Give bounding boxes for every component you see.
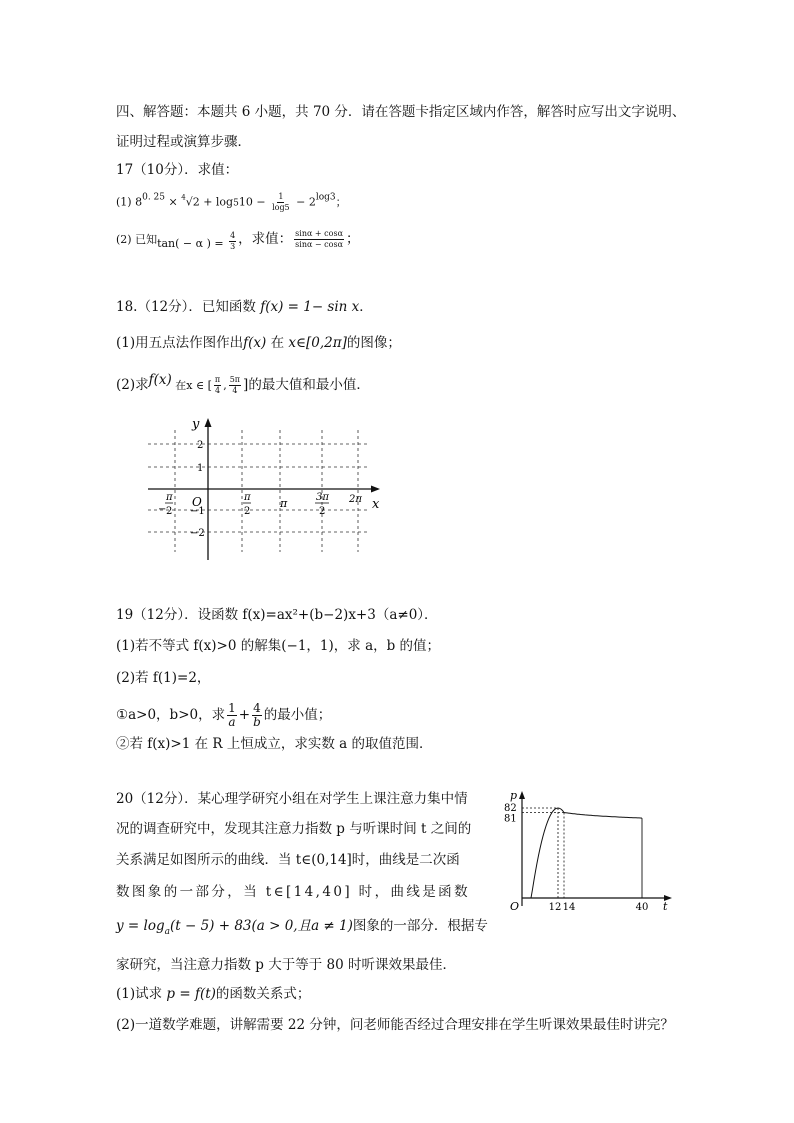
q17-p1-label: (1)	[116, 195, 132, 209]
q18-p2-frac2-num: 5π	[229, 375, 241, 384]
q18-p1-c: 的图像；	[346, 335, 401, 351]
q19-p3-frac1	[227, 702, 237, 729]
q20-line1: 20（12分）．某心理学研究小组在对学生上课注意力集中情	[116, 791, 468, 807]
q20-line2: 况的调查研究中，发现其注意力指数 p 与听课时间 t 之间的	[116, 821, 472, 837]
q20-question1	[116, 985, 310, 1003]
q18-part1	[116, 334, 401, 352]
x-tick-three-half-pi-den: 2	[319, 506, 326, 517]
q20-q1-b: 的函数关系式；	[215, 986, 311, 1002]
q17-p1-end: ；	[335, 195, 347, 209]
section-heading-line2: 证明过程或演算步骤．	[116, 134, 251, 150]
q20-line5-formula2: (t − 5) + 83(a > 0,且a ≠ 1)	[169, 918, 353, 934]
q17-p2-mid: ，求值：	[238, 231, 293, 247]
t-tick-12: 12	[548, 902, 562, 913]
q20-line4: 数图象的一部分，当 t∈[14,40] 时，曲线是函数	[116, 884, 470, 900]
t-tick-40: 40	[635, 902, 649, 913]
y-axis-arrow	[205, 418, 212, 427]
q17-p2-label: (2) 已知	[116, 233, 158, 246]
q17-p2-expr	[294, 229, 344, 250]
q20-line5-sub: a	[164, 927, 170, 937]
q18-title-text: 18.（12分）．已知函数	[116, 299, 261, 315]
q20-question2: (2)一道数学难题，讲解需要 22 分钟，问老师能否经过合理安排在学生听课效果最佳时讲完？	[116, 1017, 674, 1033]
t-tick-14: 14	[562, 902, 576, 913]
q18-title-end: ．	[359, 299, 373, 315]
q18-p1-fx: f(x)	[243, 335, 267, 351]
q18-p2-frac2	[229, 375, 241, 396]
q17-p2-end: ；	[345, 231, 360, 247]
grid-lines	[148, 430, 368, 552]
q17-part1	[116, 192, 347, 213]
attention-curve	[522, 808, 642, 898]
q18-part2	[116, 372, 370, 396]
q18-grid-figure	[140, 412, 390, 562]
q18-p1-range: x∈[0,2π]	[288, 335, 347, 351]
x-tick-neg-half-pi-den: 2	[166, 506, 173, 517]
y-axis-label: y	[192, 417, 200, 432]
q19-p3-frac2	[252, 702, 262, 729]
q20-q1-a: (1)试求	[116, 986, 167, 1002]
q18-p2-frac1-den: 4	[215, 386, 221, 395]
x-tick-half-pi-num: π	[244, 492, 251, 503]
p-axis-arrow	[519, 791, 525, 799]
q17-p1-log-arg: 10 −	[238, 195, 270, 209]
p-axis-label: p	[510, 789, 518, 802]
x-tick-two-pi: 2π	[349, 494, 362, 505]
q20-line5	[116, 917, 488, 937]
q17-p1-log-base: 5	[233, 198, 239, 209]
y-tick-neg2: −2	[190, 528, 205, 539]
q17-p1-minus2: − 2	[292, 195, 316, 209]
y-tick-2: 2	[197, 440, 204, 451]
origin-label: O	[192, 495, 202, 509]
q17-p1-log: + log	[199, 195, 234, 209]
q18-p2-fx: f(x)	[148, 372, 172, 388]
curve-origin-label: O	[510, 900, 520, 913]
q17-p1-fraction	[271, 192, 291, 213]
q19-part4: ②若 f(x)>1 在 R 上恒成立，求实数 a 的取值范围．	[116, 736, 433, 752]
q18-p2-comma: ,	[223, 379, 227, 392]
q18-p2-frac2-den: 4	[232, 386, 238, 395]
q19-p3-frac2-den: b	[253, 715, 261, 729]
q18-p2-b: 在x ∈ [	[171, 379, 212, 392]
q17-p2-tan: tan( − α ) =	[157, 237, 228, 250]
q20-line6: 家研究，当注意力指数 p 大于等于 80 时听课效果最佳．	[116, 957, 456, 973]
q19-p3-a: ①a>0，b>0，求	[116, 707, 226, 723]
q19-title: 19（12分）．设函数 f(x)=ax²+(b−2)x+3（a≠0）．	[116, 607, 438, 623]
q17-p2-fraction	[229, 231, 236, 252]
q20-line5-formula: y = log	[116, 918, 165, 934]
q19-p3-b: 的最小值；	[263, 707, 332, 723]
q19-p3-plus: +	[238, 707, 251, 723]
q17-part2	[116, 229, 359, 250]
y-tick-neg1: −1	[190, 506, 205, 517]
section-heading-line1: 四、解答题：本题共 6 小题，共 70 分．请在答题卡指定区域内作答，解答时应写出文字说明、	[116, 104, 686, 120]
q19-p3-frac1-num: 1	[228, 701, 236, 715]
q17-p1-frac-den: log5	[272, 203, 290, 212]
q17-p2-expr-num: sinα + cosα	[295, 229, 343, 238]
q17-p2-expr-den: sinα − cosα	[295, 240, 343, 249]
x-tick-half-pi-den: 2	[244, 506, 251, 517]
t-axis-label: t	[663, 900, 668, 913]
q18-p2-c: ]的最大值和最小值．	[243, 377, 370, 393]
q20-line3: 关系满足如图所示的曲线．当 t∈(0,14]时，曲线是二次函	[116, 852, 460, 868]
x-tick-three-half-pi-num: 3π	[316, 492, 329, 503]
q18-title-fx: f(x) = 1− sin x	[260, 299, 360, 315]
q19-p3-frac2-num: 4	[253, 701, 261, 715]
q18-p2-frac1	[214, 375, 221, 396]
p-tick-81: 81	[504, 813, 517, 825]
q19-part1: (1)若不等式 f(x)>0 的解集(−1，1)，求 a，b 的值；	[116, 638, 441, 654]
q18-p2-a: (2)求	[116, 377, 149, 393]
x-tick-neg-half-pi-sign: −	[158, 504, 167, 515]
curve-guides	[522, 808, 564, 898]
q18-p1-a: (1)用五点法作图作出	[116, 335, 244, 351]
q17-p1-frac-num: 1	[278, 192, 284, 201]
q17-p1-times: ×	[165, 195, 182, 209]
q19-part3	[116, 702, 331, 729]
x-axis-arrow	[371, 486, 380, 493]
x-axis-label: x	[372, 497, 380, 512]
y-tick-1: 1	[197, 463, 204, 474]
q18-p1-b: 在	[266, 335, 289, 351]
q17-p2-frac-den: 3	[230, 242, 236, 251]
q17-title: 17（10分）．求值：	[116, 162, 239, 178]
q17-p1-base: 8	[135, 195, 143, 209]
x-tick-pi: π	[280, 497, 288, 510]
q17-p1-root-index: 4	[181, 193, 186, 202]
q17-p1-exp: 0. 25	[142, 192, 165, 203]
q19-p3-frac1-den: a	[228, 715, 236, 729]
q17-p1-root: √2	[185, 195, 200, 209]
q17-p1-exp2: log3	[315, 192, 336, 203]
q20-curve-figure	[502, 786, 678, 916]
p-tick-82: 82	[504, 803, 517, 814]
x-tick-neg-half-pi-num: π	[166, 492, 173, 503]
q17-p2-frac-num: 4	[230, 231, 236, 240]
q19-part2: (2)若 f(1)=2，	[116, 670, 211, 686]
q18-p2-frac1-num: π	[214, 375, 221, 384]
q18-title	[116, 298, 373, 316]
q20-q1-formula: p = f(t)	[166, 986, 216, 1002]
q20-line5-text: 图象的一部分．根据专	[352, 918, 488, 934]
